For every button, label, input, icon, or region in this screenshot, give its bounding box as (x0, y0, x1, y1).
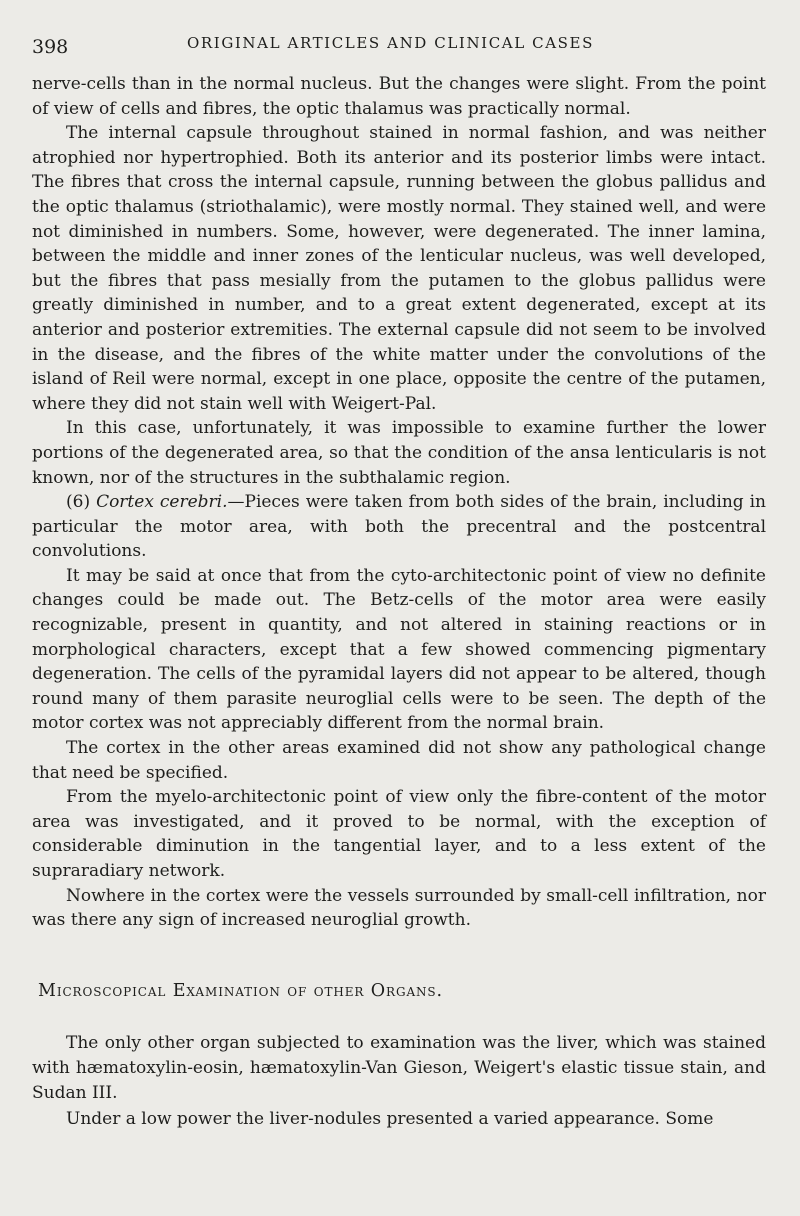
section-heading: Microscopical Examination of other Organs. (38, 980, 443, 1001)
section-text: —Pieces were taken from both sides of the brain, including in particular the motor area, with both the precentral and the postcentral convolutions. (32, 492, 767, 562)
lower-text (32, 1031, 766, 1131)
paragraph-cortex-cerebri (32, 490, 766, 564)
paragraph-myelo-architectonic: From the myelo-architectonic point of view only the fibre-content of the motor area was investigated, and it proved to be normal, with the exception of considerable diminution in the tangential layer, and to a less extent of the supraradiary network. (32, 787, 766, 881)
running-head: ORIGINAL ARTICLES AND CLINICAL CASES (187, 34, 594, 52)
paragraph-cyto-architectonic: It may be said at once that from the cyto-architectonic point of view no definite changes could be made out. The Betz-cells of the motor area were easily recognizable, present in quantity, and not altered in staining reactions or in morphological characters, except that a few showed commencing pigmentary degeneration. The cells of the pyramidal layers did not appear to be altered, though round many of them parasite neuroglial cells were to be seen. The depth of the motor cortex was not appreciably different from the normal brain. (32, 565, 766, 734)
paragraph-this-case: In this case, unfortunately, it was impossible to examine further the lower portions of the degenerated area, so that the condition of the ansa lenticularis is not known, nor of the structures in the subthalamic region. (32, 418, 766, 488)
page-header (32, 28, 766, 72)
paragraph-continued: nerve-cells than in the normal nucleus. But the changes were slight. From the point of view of cells and fibres, the optic thalamus was practically normal. (32, 74, 766, 119)
paragraph-vessels: Nowhere in the cortex were the vessels surrounded by small-cell infiltration, nor was there any sign of increased neuroglial growth. (32, 885, 766, 931)
paragraph-liver-nodules: Under a low power the liver-nodules presented a varied appearance. Some (66, 1109, 714, 1130)
paragraph-internal-capsule: The internal capsule throughout stained in normal fashion, and was neither atrophied nor hypertrophied. Both its anterior and its posterior limbs were intact. The fibres that cross the internal capsule, running between the globus pallidus and the optic thalamus (striothalamic), were mostly normal. They stained well, and were not diminished in numbers. Some, however, were degenerated. The inner lamina, between the middle and inner zones of the lenticular nucleus, was well developed, but the fibres that pass mesially from the putamen to the globus pallidus were greatly diminished in number, and to a great extent degenerated, except at its anterior and posterior extremities. The external capsule did not seem to be involved in the disease, and the fibres of the white matter under the convolutions of the island of Reil were normal, except in one place, opposite the centre of the putamen, where they did not stain well with Weigert-Pal. (32, 123, 766, 414)
paragraph-other-areas: The cortex in the other areas examined did not show any pathological change that need be specified. (32, 738, 766, 783)
section-number: (6) (66, 492, 91, 513)
paragraph-liver: The only other organ subjected to examination was the liver, which was stained with hæmatoxylin-eosin, hæmatoxylin-Van Gieson, Weigert's elastic tissue stain, and Sudan III. (32, 1033, 766, 1103)
page-number: 398 (32, 36, 69, 58)
section-title: Cortex cerebri. (96, 492, 228, 513)
body-text (32, 72, 766, 1132)
